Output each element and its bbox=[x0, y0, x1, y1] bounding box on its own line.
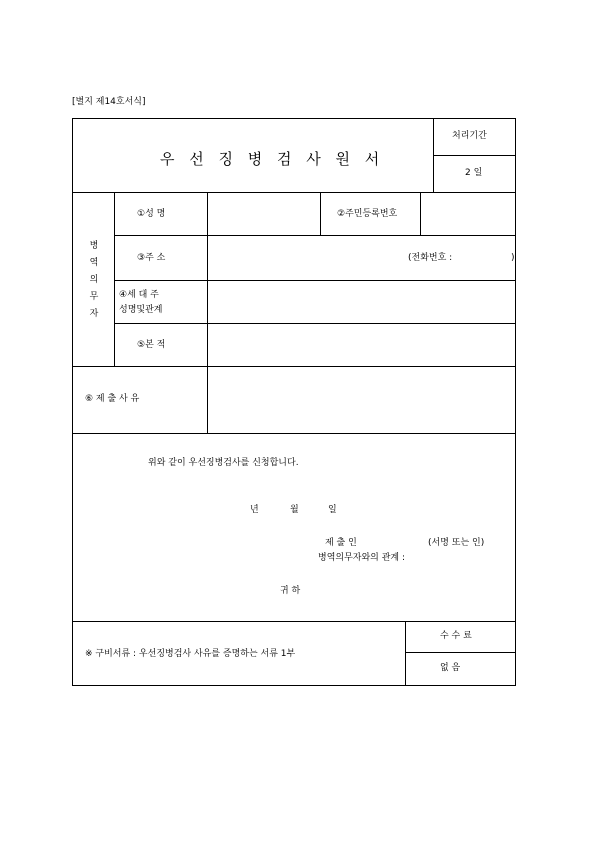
form-number: [별지 제14호서식] bbox=[72, 97, 146, 107]
fee-value: 없 음 bbox=[440, 663, 461, 673]
declaration-text: 위와 같이 우선징병검사를 신청합니다. bbox=[148, 458, 299, 468]
divider bbox=[72, 621, 516, 622]
household-head-field[interactable] bbox=[209, 282, 514, 321]
divider bbox=[72, 192, 516, 193]
registry-label: ⑤본 적 bbox=[137, 340, 166, 350]
signature-note: (서명 또는 인) bbox=[428, 538, 485, 548]
divider bbox=[420, 192, 421, 235]
submitter-label: 제 출 인 bbox=[325, 538, 357, 548]
phone-label: (전화번호 : bbox=[408, 253, 453, 263]
section-label-military-person: 병 역 의 무 자 bbox=[89, 241, 99, 319]
registry-field[interactable] bbox=[209, 325, 514, 364]
resident-number-label: ②주민등록번호 bbox=[337, 209, 398, 219]
household-relation-label: 성명및관계 bbox=[119, 305, 163, 315]
divider bbox=[405, 652, 516, 653]
name-label: ①성 명 bbox=[137, 209, 166, 219]
processing-period-value: 2 일 bbox=[465, 168, 483, 178]
phone-close: ) bbox=[511, 253, 515, 263]
resident-number-field[interactable] bbox=[422, 194, 514, 233]
divider bbox=[320, 192, 321, 235]
divider bbox=[114, 280, 516, 281]
divider bbox=[114, 192, 115, 366]
address-label: ③주 소 bbox=[137, 253, 166, 263]
divider bbox=[72, 433, 516, 434]
fee-label: 수 수 료 bbox=[440, 631, 472, 641]
relation-label: 병역의무자와의 관계 : bbox=[318, 553, 406, 563]
divider bbox=[114, 235, 516, 236]
divider bbox=[433, 155, 516, 156]
date-year: 년 bbox=[250, 505, 259, 515]
reason-field[interactable] bbox=[209, 368, 514, 431]
address-field[interactable] bbox=[209, 237, 399, 278]
divider bbox=[207, 192, 208, 433]
processing-period-label: 처리기간 bbox=[452, 131, 487, 141]
divider bbox=[433, 118, 434, 192]
divider bbox=[72, 366, 516, 367]
divider bbox=[114, 323, 516, 324]
date-day: 일 bbox=[328, 505, 337, 515]
divider bbox=[405, 621, 406, 686]
date-month: 월 bbox=[290, 505, 299, 515]
name-field[interactable] bbox=[209, 194, 318, 233]
form-title: 우 선 징 병 검 사 원 서 bbox=[160, 150, 385, 168]
reason-label: ⑥ 제 출 사 유 bbox=[85, 394, 140, 404]
recipient: 귀 하 bbox=[280, 586, 301, 596]
required-documents: ※ 구비서류 : 우선징병검사 사유를 증명하는 서류 1부 bbox=[85, 649, 296, 659]
household-head-label: ④세 대 주 bbox=[119, 290, 159, 300]
